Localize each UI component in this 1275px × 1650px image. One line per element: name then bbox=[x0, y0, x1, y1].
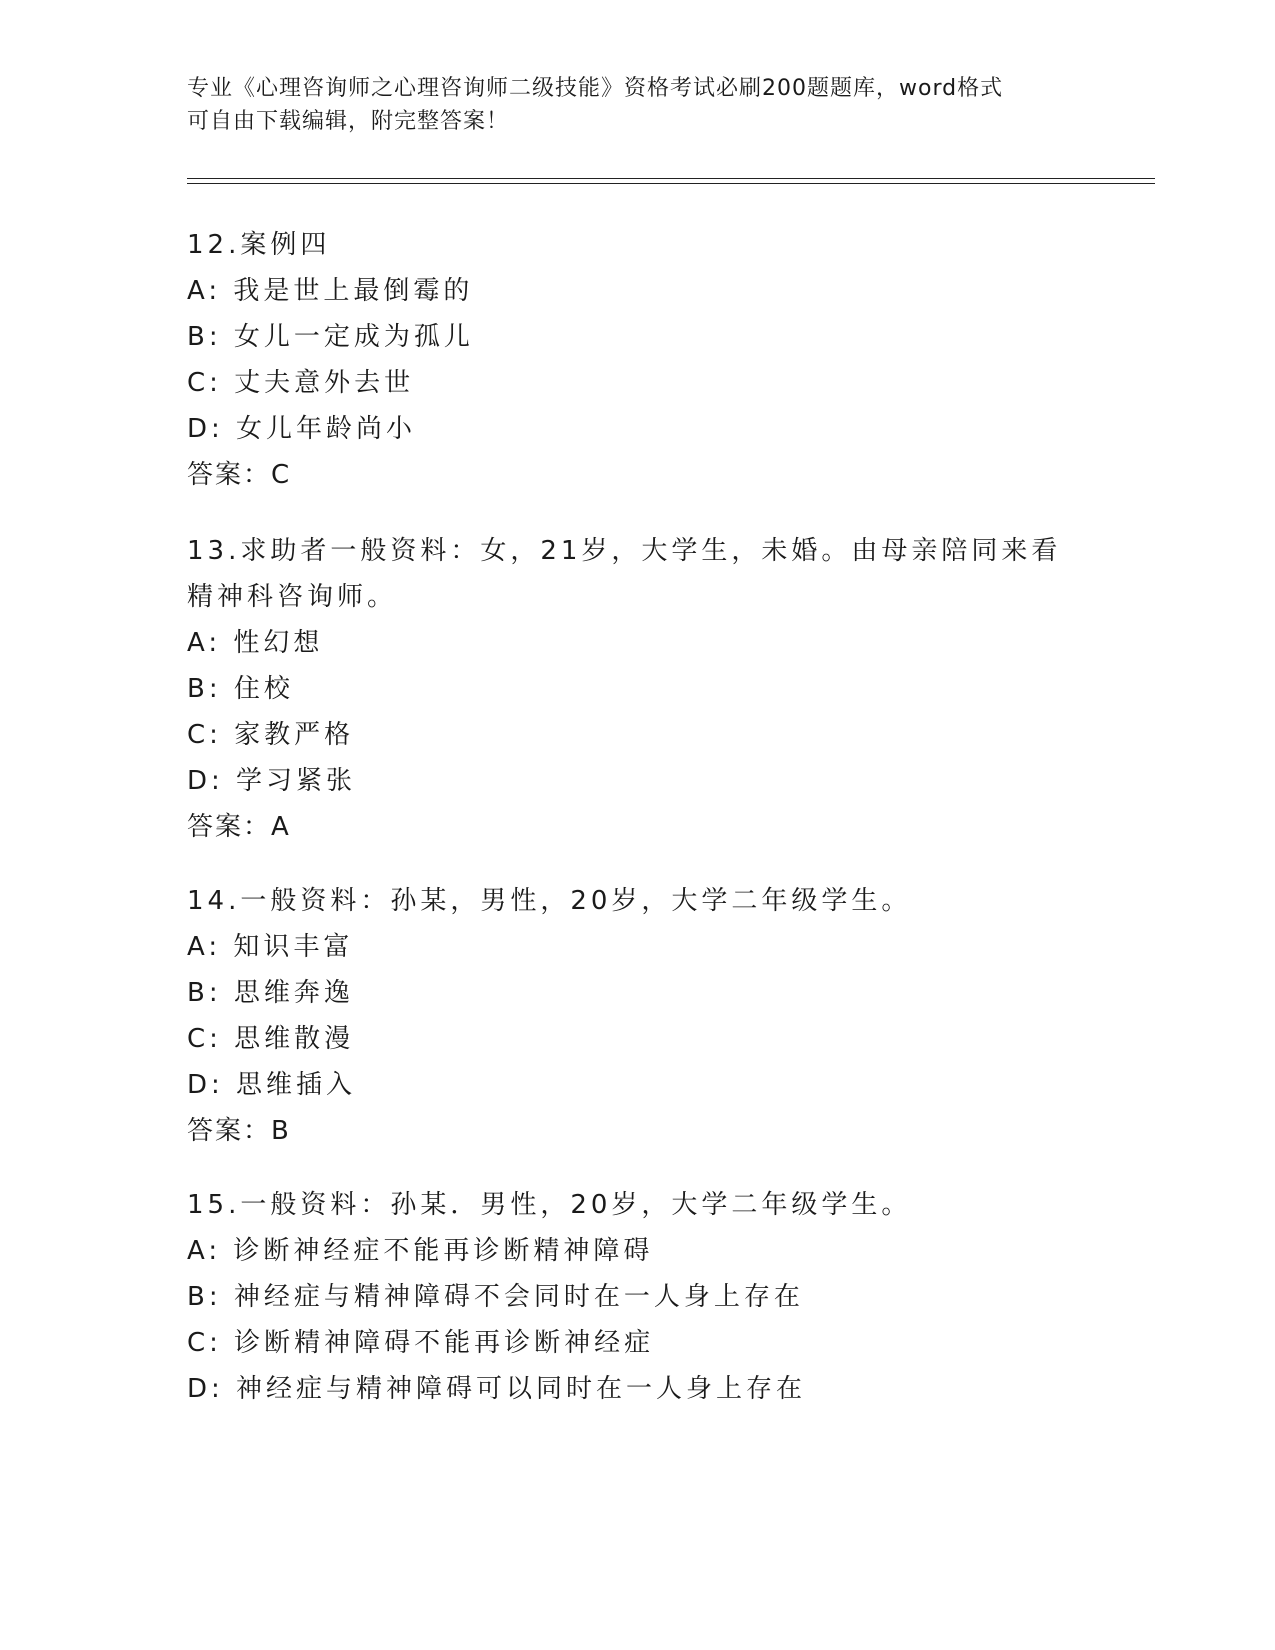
header-divider bbox=[187, 178, 1155, 184]
document-header bbox=[187, 72, 1087, 138]
answer: 答案：C bbox=[187, 460, 292, 490]
option-c: C: 诊断精神障碍不能再诊断神经症 bbox=[187, 1328, 655, 1358]
header-line-2: 可自由下载编辑，附完整答案！ bbox=[187, 109, 510, 134]
question-stem: 12.案例四 bbox=[187, 230, 331, 260]
option-d: D: 思维插入 bbox=[187, 1070, 357, 1100]
question-12 bbox=[187, 222, 1087, 498]
option-b: B: 住校 bbox=[187, 674, 294, 704]
question-stem: 14.一般资料：孙某，男性，20岁，大学二年级学生。 bbox=[187, 886, 912, 916]
option-c: C: 家教严格 bbox=[187, 720, 355, 750]
question-15 bbox=[187, 1182, 1087, 1412]
option-a: A: 性幻想 bbox=[187, 628, 324, 658]
option-a: A: 知识丰富 bbox=[187, 932, 354, 962]
option-b: B: 女儿一定成为孤儿 bbox=[187, 322, 474, 352]
answer: 答案：A bbox=[187, 812, 291, 842]
question-13 bbox=[187, 528, 1087, 850]
option-c: C: 丈夫意外去世 bbox=[187, 368, 415, 398]
question-stem: 15.一般资料：孙某．男性，20岁，大学二年级学生。 bbox=[187, 1190, 912, 1220]
option-d: D: 女儿年龄尚小 bbox=[187, 414, 417, 444]
question-stem: 13.求助者一般资料：女，21岁，大学生，未婚。由母亲陪同来看精神科咨询师。 bbox=[187, 536, 1062, 612]
option-b: B: 思维奔逸 bbox=[187, 978, 354, 1008]
header-line-1: 专业《心理咨询师之心理咨询师二级技能》资格考试必刷200题题库，word格式 bbox=[187, 76, 1004, 101]
option-b: B: 神经症与精神障碍不会同时在一人身上存在 bbox=[187, 1282, 804, 1312]
option-d: D: 神经症与精神障碍可以同时在一人身上存在 bbox=[187, 1374, 807, 1404]
option-d: D: 学习紧张 bbox=[187, 766, 357, 796]
answer: 答案：B bbox=[187, 1116, 291, 1146]
option-a: A: 诊断神经症不能再诊断精神障碍 bbox=[187, 1236, 654, 1266]
question-14 bbox=[187, 878, 1087, 1154]
option-a: A: 我是世上最倒霉的 bbox=[187, 276, 474, 306]
option-c: C: 思维散漫 bbox=[187, 1024, 355, 1054]
